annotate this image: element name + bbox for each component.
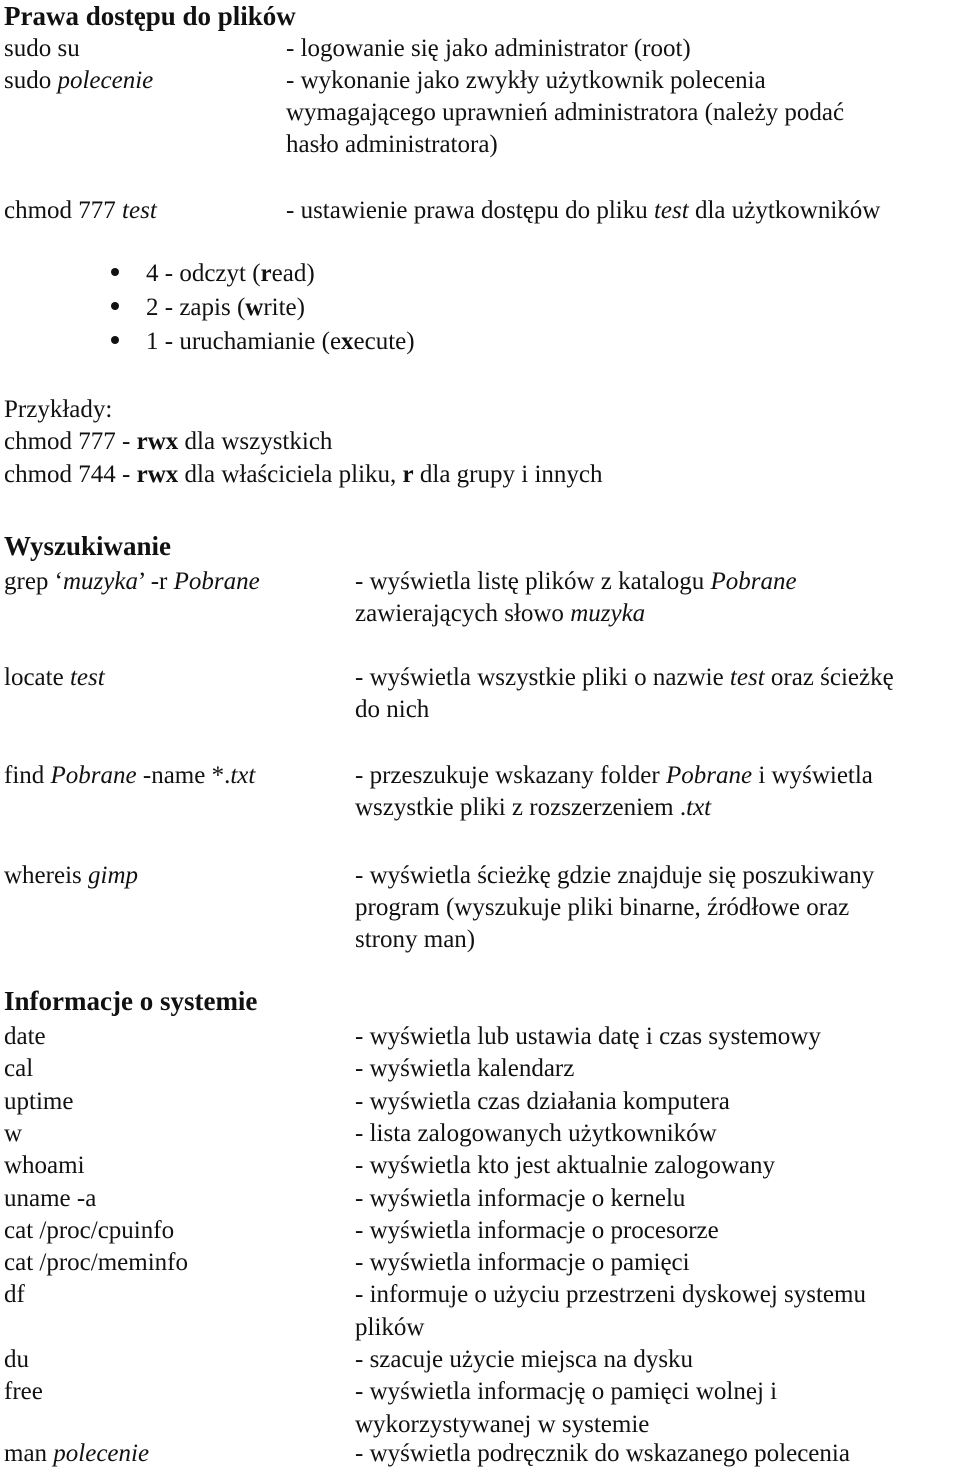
desc-arg: Pobrane [665, 762, 753, 789]
example-text: chmod 777 - [4, 428, 137, 455]
desc-chmod [286, 195, 880, 227]
cmd-whereis [4, 860, 138, 892]
desc-text: - ustawienie prawa dostępu do pliku [286, 197, 654, 224]
cmd-grep [4, 566, 260, 598]
perm-execute [146, 326, 415, 358]
desc-text: - wyświetla listę plików z katalogu [355, 568, 711, 595]
bullet-icon [111, 268, 119, 276]
desc-sudo-su: - logowanie się jako administrator (root) [286, 35, 691, 62]
desc-sudo-line2: wymagającego uprawnień administratora (należy podać [286, 99, 845, 126]
example-bold: rwx [136, 461, 179, 488]
desc-arg: muzyka [570, 600, 646, 627]
cmd-arg: test [69, 664, 105, 691]
system-command-desc: - informuje o użyciu przestrzeni dyskowej systemu [355, 1281, 866, 1308]
system-command-desc: - wyświetla kto jest aktualnie zalogowany [355, 1152, 776, 1179]
cmd-sudo-su: sudo su [4, 35, 80, 62]
system-command-desc: - wyświetla informacje o kernelu [355, 1185, 686, 1212]
system-command: uname -a [4, 1185, 97, 1212]
cmd-text: whereis [4, 862, 88, 889]
system-command: whoami [4, 1152, 85, 1179]
perm-letter: w [245, 294, 264, 321]
perm-text: 4 - odczyt ( [146, 260, 261, 287]
system-command: date [4, 1023, 46, 1050]
perm-rest: ead) [271, 260, 315, 287]
desc-whereis-line3: strony man) [355, 926, 476, 953]
cmd-text: find [4, 762, 51, 789]
desc-grep-line1 [355, 566, 797, 598]
cmd-arg: polecenie [57, 67, 154, 94]
system-command-desc: - lista zalogowanych użytkowników [355, 1120, 717, 1147]
system-command: cat /proc/cpuinfo [4, 1217, 175, 1244]
system-command-desc: plików [355, 1314, 425, 1341]
desc-arg: test [653, 197, 689, 224]
desc-arg: Pobrane [710, 568, 797, 595]
desc-text: wszystkie pliki z rozszerzeniem . [355, 794, 687, 821]
desc-text-end: oraz ścieżkę [764, 664, 894, 691]
desc-sudo-line1: - wykonanie jako zwykły użytkownik polecenia [286, 67, 766, 94]
system-command-desc: - szacuje użycie miejsca na dysku [355, 1346, 694, 1373]
section-title-system-info: Informacje o systemie [4, 986, 258, 1016]
desc-locate-line2: do nich [355, 696, 430, 723]
system-command-desc: - wyświetla informacje o procesorze [355, 1217, 719, 1244]
desc-text-end: dla użytkowników [688, 197, 881, 224]
cmd-text: man [4, 1440, 54, 1467]
desc-find-line1 [355, 760, 873, 792]
desc-arg: test [729, 664, 765, 691]
system-command-desc: - wyświetla informacje o pamięci [355, 1249, 690, 1276]
perm-write [146, 292, 305, 324]
examples-label: Przykłady: [4, 396, 113, 423]
cmd-arg: gimp [88, 862, 138, 889]
desc-whereis-line2: program (wyszukuje pliki binarne, źródłowe oraz [355, 894, 850, 921]
desc-text: zawierających słowo [355, 600, 571, 627]
bullet-icon [111, 302, 119, 310]
system-command-desc: - wyświetla lub ustawia datę i czas systemowy [355, 1023, 821, 1050]
system-command-desc: - wyświetla informację o pamięci wolnej i [355, 1378, 778, 1405]
cmd-locate [4, 662, 105, 694]
perm-text: 1 - uruchamianie (e [146, 328, 342, 355]
system-command-desc: - wyświetla kalendarz [355, 1055, 575, 1082]
cmd-text: locate [4, 664, 70, 691]
desc-text: - wyświetla wszystkie pliki o nazwie [355, 664, 730, 691]
example-bold: rwx [136, 428, 179, 455]
desc-text: - przeszukuje wskazany folder [355, 762, 666, 789]
perm-letter: r [260, 260, 272, 287]
desc-text-end: i wyświetla [752, 762, 873, 789]
system-command: free [4, 1378, 43, 1405]
cmd-man [4, 1438, 149, 1470]
example-rest: dla wszystkich [178, 428, 333, 455]
example-rest: dla grupy i innych [413, 461, 603, 488]
bullet-icon [111, 336, 119, 344]
cmd-sudo-polecenie [4, 65, 153, 97]
system-command-desc: - wyświetla czas działania komputera [355, 1088, 730, 1115]
example-chmod-744 [4, 459, 602, 491]
desc-sudo-line3: hasło administratora) [286, 131, 498, 158]
perm-letter: x [341, 328, 354, 355]
cmd-chmod [4, 195, 157, 227]
cmd-arg-2: txt [230, 762, 256, 789]
system-command: df [4, 1281, 25, 1308]
system-command: w [4, 1120, 23, 1147]
example-bold-2: r [402, 461, 414, 488]
desc-locate-line1 [355, 662, 894, 694]
cmd-find [4, 760, 255, 792]
example-text: chmod 744 - [4, 461, 137, 488]
cmd-arg: muzyka [63, 568, 138, 595]
cmd-text: grep ‘ [4, 568, 63, 595]
desc-arg: txt [686, 794, 712, 821]
perm-rest: rite) [263, 294, 305, 321]
example-mid: dla właściciela pliku, [178, 461, 403, 488]
cmd-arg: test [122, 197, 157, 224]
perm-read [146, 258, 315, 290]
cmd-arg: polecenie [53, 1440, 150, 1467]
desc-man: - wyświetla podręcznik do wskazanego polecenia [355, 1440, 850, 1467]
perm-text: 2 - zapis ( [146, 294, 246, 321]
cmd-text: chmod 777 [4, 197, 123, 224]
system-command-desc: wykorzystywanej w systemie [355, 1411, 650, 1438]
cmd-mid: -name *. [136, 762, 231, 789]
section-title-search: Wyszukiwanie [4, 531, 172, 561]
desc-whereis-line1: - wyświetla ścieżkę gdzie znajduje się poszukiwany [355, 862, 875, 889]
system-command: uptime [4, 1088, 74, 1115]
perm-rest: ecute) [353, 328, 415, 355]
cmd-arg: Pobrane [50, 762, 137, 789]
system-command: cat /proc/meminfo [4, 1249, 188, 1276]
desc-find-line2 [355, 792, 711, 824]
system-command: cal [4, 1055, 34, 1082]
cmd-text: sudo [4, 67, 58, 94]
example-chmod-777 [4, 426, 332, 458]
system-command: du [4, 1346, 29, 1373]
section-title-permissions: Prawa dostępu do plików [4, 1, 296, 31]
cmd-mid: ’ -r [137, 568, 174, 595]
desc-grep-line2 [355, 598, 645, 630]
cmd-arg-2: Pobrane [173, 568, 260, 595]
